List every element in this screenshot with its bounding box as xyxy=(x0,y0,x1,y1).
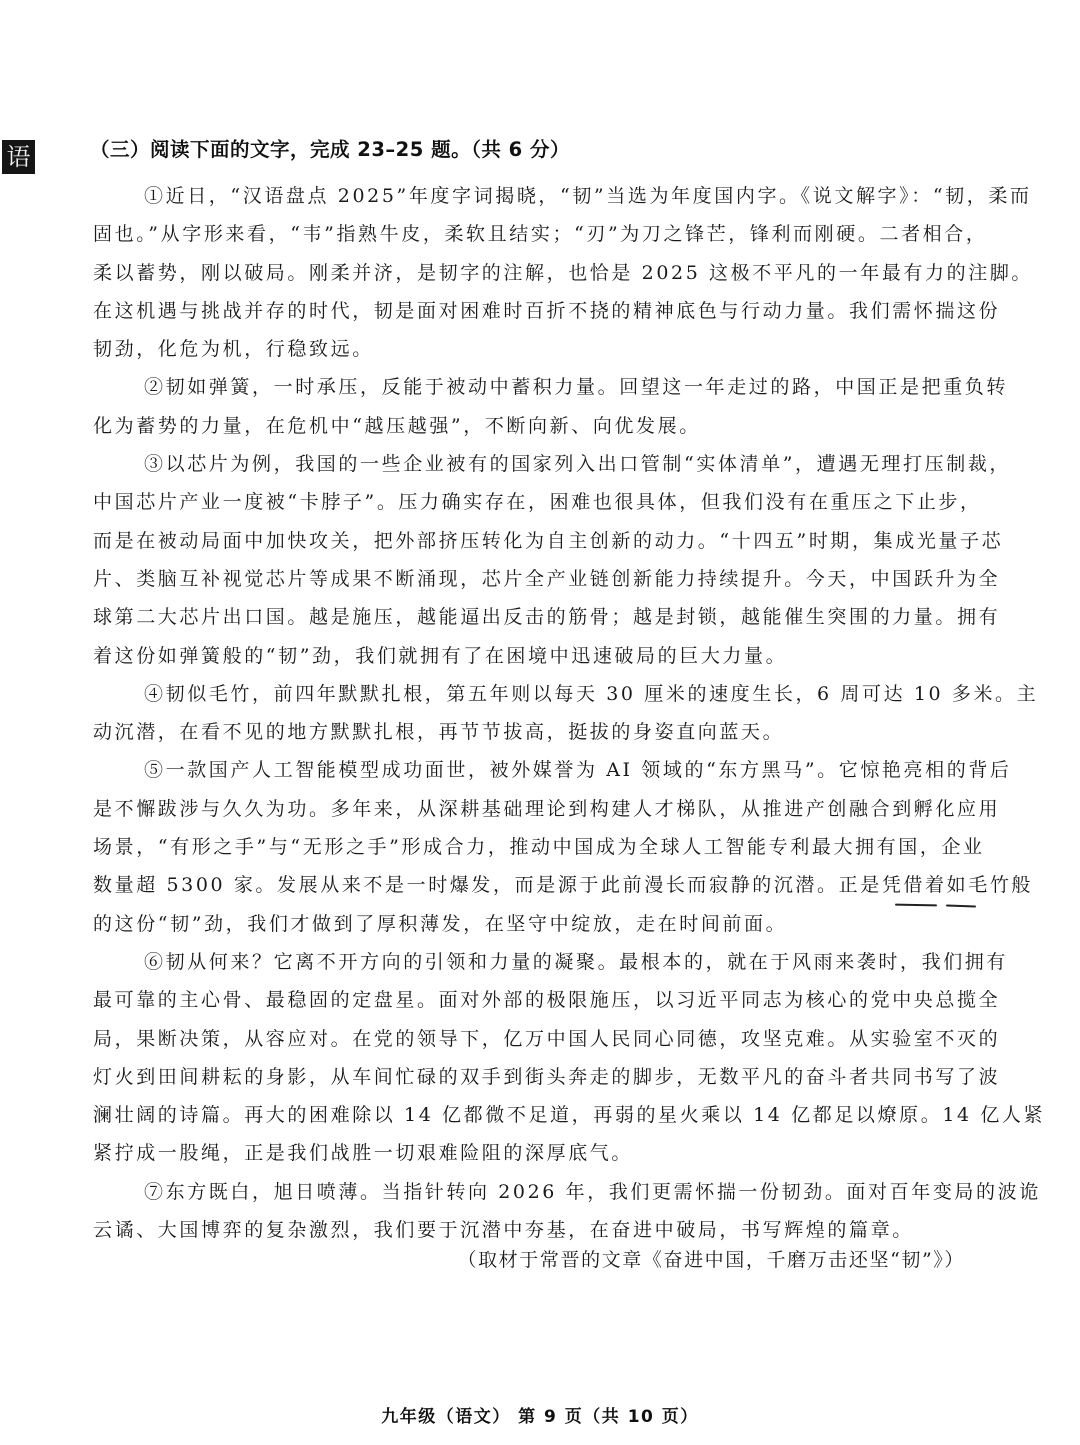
subject-tab-marker: 语 xyxy=(2,140,35,174)
paragraph-3-line-3: 而是在被动局面中加快攻关，把外部挤压转化为自主创新的动力。“十四五”时期，集成光量子芯 xyxy=(93,529,1004,552)
paragraph-3-line-1: ③以芯片为例，我国的一些企业被有的国家列入出口管制“实体清单”，遭遇无理打压制裁， xyxy=(144,453,1012,476)
paragraph-1-line-5: 韧劲，化危为机，行稳致远。 xyxy=(93,338,374,361)
paragraph-4-line-1: ④韧似毛竹，前四年默默扎根，第五年则以每天 30 厘米的速度生长，6 周可达 10 多米。主 xyxy=(144,682,1039,705)
paragraph-5-line-5: 的这份“韧”劲，我们才做到了厚积薄发，在坚守中绽放，走在时间前面。 xyxy=(93,912,788,935)
paragraph-7-line-2: 云谲、大国博弈的复杂激烈，我们要于沉潜中夯基，在奋进中破局，书写辉煌的篇章。 xyxy=(93,1219,914,1242)
paragraph-5-line-3: 场景，“有形之手”与“无形之手”形成合力，推动中国成为全球人工智能专利最大拥有国，企业 xyxy=(93,836,985,859)
section-heading: （三）阅读下面的文字，完成 23–25 题。（共 6 分） xyxy=(90,138,570,161)
paragraph-6-line-3: 局，果断决策，从容应对。在党的领导下，亿万中国人民同心同德，攻坚克难。从实验室不灭的 xyxy=(93,1027,1001,1050)
paragraph-5-line-2: 是不懈跋涉与久久为功。多年来，从深耕基础理论到构建人才梯队，从推进产创融合到孵化应用 xyxy=(93,797,1001,820)
paragraph-5-line-4: 数量超 5300 家。发展从来不是一时爆发，而是源于此前漫长而寂静的沉潜。正是凭借着如毛竹般 xyxy=(93,874,1034,897)
paragraph-4-line-2: 动沉潜，在看不见的地方默默扎根，再节节拔高，挺拔的身姿直向蓝天。 xyxy=(93,721,785,744)
paragraph-2-line-1: ②韧如弹簧，一时承压，反能于被动中蓄积力量。回望这一年走过的路，中国正是把重负转 xyxy=(144,376,1009,399)
paragraph-5-line-1: ⑤一款国产人工智能模型成功面世，被外媒誉为 AI 领域的“东方黑马”。它惊艳亮相的背后 xyxy=(144,759,1012,782)
paragraph-6-line-6: 紧拧成一股绳，正是我们战胜一切艰难险阻的深厚底气。 xyxy=(93,1142,634,1165)
paragraph-6-line-2: 最可靠的主心骨、最稳固的定盘星。面对外部的极限施压，以习近平同志为核心的党中央总揽全 xyxy=(93,989,1001,1012)
paragraph-3-line-5: 球第二大芯片出口国。越是施压，越能逼出反击的筋骨；越是封锁，越能催生突围的力量。拥有 xyxy=(93,606,1001,629)
paragraph-1-line-2: 固也。”从字形来看，“韦”指熟牛皮，柔软且结实；“刃”为刀之锋芒，锋利而刚硬。二者相合， xyxy=(93,223,988,246)
paragraph-2-line-2: 化为蓄势的力量，在危机中“越压越强”，不断向新、向优发展。 xyxy=(93,414,701,437)
paragraph-3-line-6: 着这份如弹簧般的“韧”劲，我们就拥有了在困境中迅速破局的巨大力量。 xyxy=(93,644,788,667)
paragraph-3-line-2: 中国芯片产业一度被“卡脖子”。压力确实存在，困难也很具体，但我们没有在重压之下止步， xyxy=(93,491,982,514)
paragraph-1-line-4: 在这机遇与挑战并存的时代，韧是面对困难时百折不挠的精神底色与行动力量。我们需怀揣这份 xyxy=(93,299,1001,322)
article-source-citation: （取材于常晋的文章《奋进中国，千磨万击还坚“韧”》） xyxy=(457,1249,965,1271)
paragraph-6-line-5: 澜壮阔的诗篇。再大的困难除以 14 亿都微不足道，再弱的星火乘以 14 亿都足以燎原。14 亿人紧 xyxy=(93,1104,1046,1127)
paragraph-1-line-3: 柔以蓄势，刚以破局。刚柔并济，是韧字的注解，也恰是 2025 这极不平凡的一年最有力的注脚。 xyxy=(93,261,1034,284)
paragraph-1-line-1: ①近日，“汉语盘点 2025”年度字词揭晓，“韧”当选为年度国内字。《说文解字》：“韧，柔而 xyxy=(144,185,1032,207)
page-footer: 九年级（语文） 第 9 页（共 10 页） xyxy=(381,1407,699,1427)
paragraph-7-line-1: ⑦东方既白，旭日喷薄。当指针转向 2026 年，我们更需怀揣一份韧劲。面对百年变局的波诡 xyxy=(144,1180,1041,1203)
paragraph-3-line-4: 片、类脑互补视觉芯片等成果不断涌现，芯片全产业链创新能力持续提升。今天，中国跃升为全 xyxy=(93,567,1001,590)
article-body xyxy=(93,177,1046,1249)
paragraph-6-line-4: 灯火到田间耕耘的身影，从车间忙碌的双手到街头奔走的脚步，无数平凡的奋斗者共同书写了波 xyxy=(93,1065,1001,1088)
paragraph-6-line-1: ⑥韧从何来？它离不开方向的引领和力量的凝聚。最根本的，就在于风雨来袭时，我们拥有 xyxy=(144,950,1009,973)
